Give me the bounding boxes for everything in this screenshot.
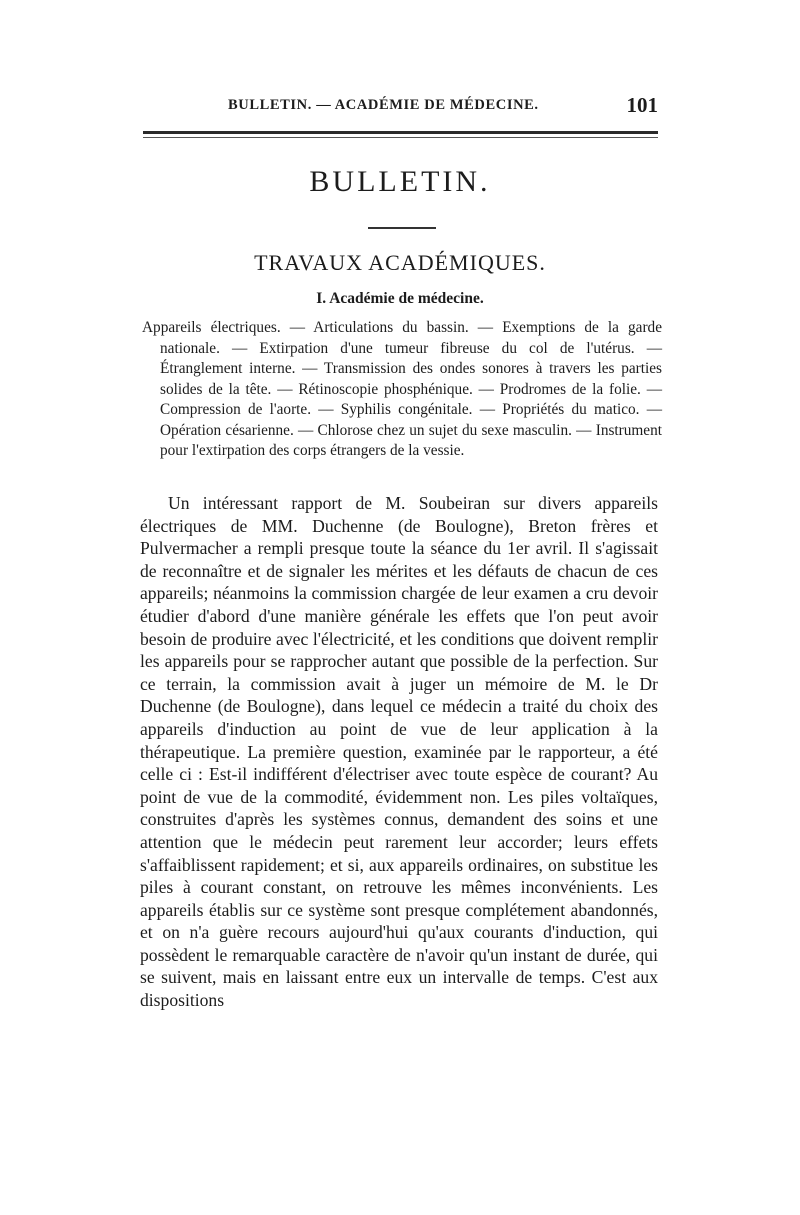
running-title: BULLETIN. — ACADÉMIE DE MÉDECINE. (228, 97, 539, 113)
header-rule-thin (143, 137, 658, 138)
header-rule (143, 131, 658, 134)
page-title: BULLETIN. (309, 165, 491, 198)
summary-paragraph: Appareils électriques. — Articulations du bassin. — Exemptions de la garde nationale. — Extirpation d'une tumeur fibreuse du col de l'utérus. — Étranglement interne. — Transmission des ondes sonores à travers les parties solides de la tête. — Rétinoscopie phosphénique. — Prodromes de la folie. — Compression de l'aorte. — Syphilis congénitale. — Propriétés du matico. — Opération césarienne. — Chlorose chez un sujet du sexe masculin. — Instrument pour l'extirpation des corps étrangers de la vessie. (142, 319, 662, 459)
body-paragraph: Un intéressant rapport de M. Soubeiran sur divers appareils électriques de MM. Duchenne (de Boulogne), Breton frères et Pulvermacher a rempli presque toute la séance du 1er avril. Il s'agissait de reconnaître et de signaler les mérites et les défauts de chacun de ces appareils; néanmoins la commission chargée de leur examen a cru devoir étudier d'abord d'une manière générale les effets que l'on peut avoir besoin de produire avec l'électricité, et les conditions que doivent remplir les appareils pour se rapprocher autant que possible de la perfection. Sur ce terrain, la commission avait à juger un mémoire de M. le Dr Duchenne (de Boulogne), dans lequel ce médecin a traité du choix des appareils d'induction au point de vue de leur application à la thérapeutique. La première question, examinée par le rapporteur, a été celle ci : Est-il indifférent d'électriser avec toute espèce de courant? Au point de vue de la commodité, évidemment non. Les piles voltaïques, construites d'après les systèmes connus, demandent des soins et une attention que le médecin peut rarement leur accorder; leurs effets s'affaiblissent rapidement; et si, aux appareils ordinaires, on substitue les piles à courant constant, on retrouve les mêmes inconvénients. Les appareils établis sur ce système sont presque complétement abandonnés, et on n'a guère recours aujourd'hui qu'aux courants d'induction, qui possèdent le remarquable caractère de n'avoir qu'un instant de durée, qui se suivent, mais en laissant entre eux un intervalle de temps. C'est aux dispositions (140, 493, 658, 1011)
section-title: TRAVAUX ACADÉMIQUES. (254, 250, 546, 275)
page-number: 101 (626, 93, 658, 117)
title-divider (368, 227, 436, 229)
running-head (130, 93, 660, 123)
subsection-title: I. Académie de médecine. (316, 290, 484, 307)
